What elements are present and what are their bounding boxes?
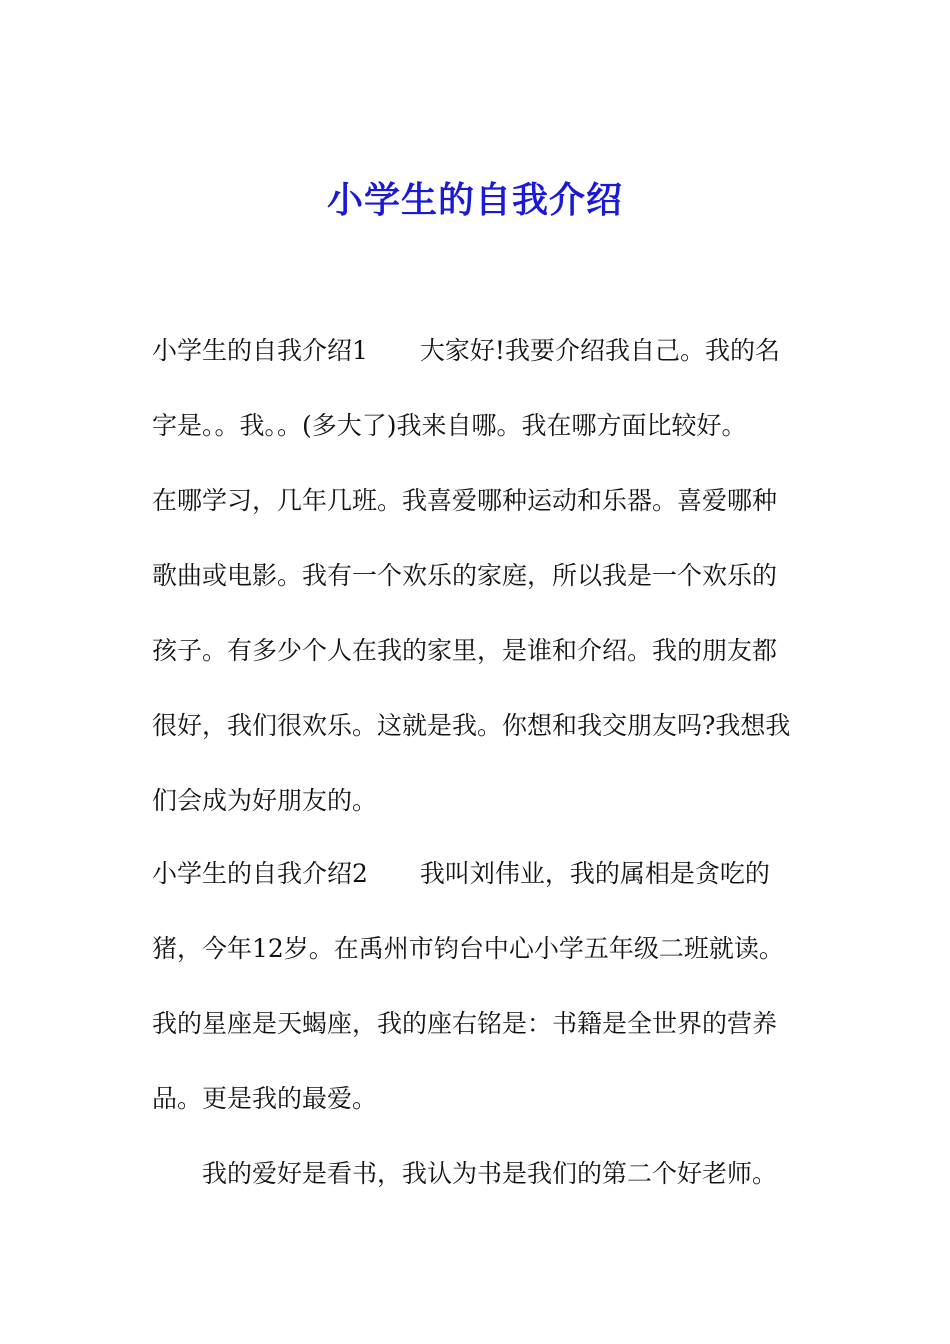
section1-first-line <box>152 334 780 368</box>
section1-heading: 小学生的自我介绍1 <box>152 336 368 365</box>
paragraph-line: 我的星座是天蝎座，我的座右铭是：书籍是全世界的营养 <box>152 1009 778 1038</box>
paragraph-line: 品。更是我的最爱。 <box>152 1084 378 1113</box>
paragraph-line: 们会成为好朋友的。 <box>152 786 378 815</box>
document-title: 小学生的自我介绍 <box>326 180 623 221</box>
paragraph-line: 字是。。我。。(多大了)我来自哪。我在哪方面比较好。 <box>152 411 747 440</box>
section2-first-line <box>152 857 770 891</box>
paragraph-line: 很好，我们很欢乐。这就是我。你想和我交朋友吗?我想我 <box>152 711 791 740</box>
section2-heading: 小学生的自我介绍2 <box>152 859 368 888</box>
paragraph-line: 歌曲或电影。我有一个欢乐的家庭，所以我是一个欢乐的 <box>152 561 778 590</box>
paragraph-line: 大家好!我要介绍我自己。我的名 <box>419 336 780 365</box>
paragraph-line: 猪，今年12岁。在禹州市钧台中心小学五年级二班就读。 <box>152 934 784 963</box>
paragraph-line: 在哪学习，几年几班。我喜爱哪种运动和乐器。喜爱哪种 <box>152 486 778 515</box>
paragraph-line: 我叫刘伟业，我的属相是贪吃的 <box>419 859 770 888</box>
paragraph-line-indented: 我的爱好是看书，我认为书是我们的第二个好老师。 <box>202 1159 778 1188</box>
paragraph-line: 孩子。有多少个人在我的家里，是谁和介绍。我的朋友都 <box>152 636 778 665</box>
